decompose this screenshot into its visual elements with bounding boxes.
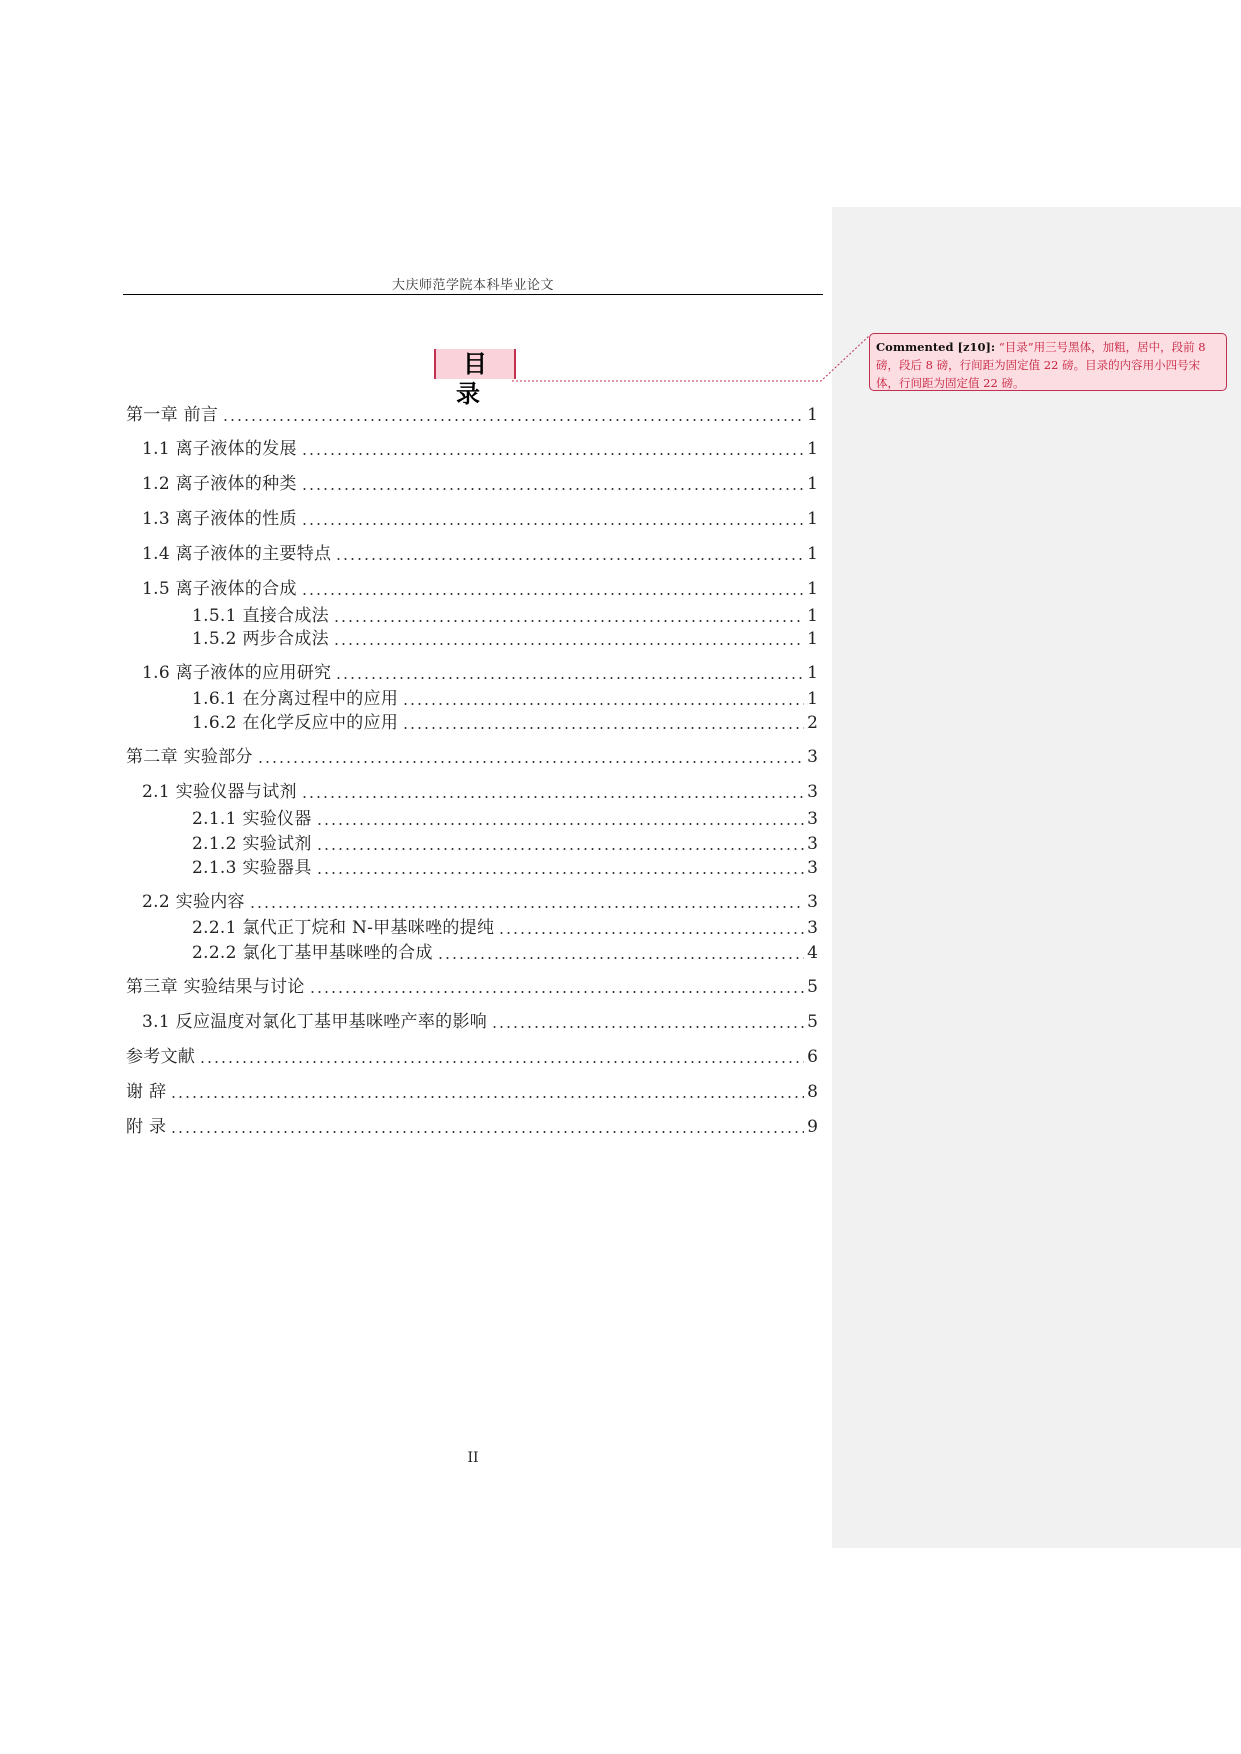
comment-margin-pane	[832, 207, 1241, 1548]
toc-entry-label: 1.5 离子液体的合成	[142, 579, 297, 599]
toc-entry-page: 3	[807, 834, 818, 854]
toc-entry-page: 2	[807, 713, 818, 733]
toc-entry-page: 5	[807, 977, 818, 997]
toc-entry-label: 参考文献	[126, 1047, 196, 1067]
toc-entry-page: 6	[807, 1047, 818, 1067]
toc-entry[interactable]	[126, 1081, 818, 1103]
toc-leader-dots	[170, 1131, 804, 1133]
toc-leader-dots	[491, 1026, 804, 1028]
toc-leader-dots	[316, 848, 805, 850]
toc-entry-label: 2.1.1 实验仪器	[192, 809, 312, 829]
toc-entry-label: 1.6.2 在化学反应中的应用	[192, 713, 399, 733]
toc-entry[interactable]	[142, 578, 818, 600]
toc-entry[interactable]	[126, 1046, 818, 1068]
toc-entry[interactable]	[142, 473, 818, 495]
header-rule	[123, 294, 823, 295]
toc-entry-label: 2.1 实验仪器与试剂	[142, 782, 297, 802]
toc-entry[interactable]	[142, 1011, 818, 1033]
toc-leader-dots	[498, 932, 804, 934]
toc-leader-dots	[199, 1061, 804, 1063]
toc-entry-label: 1.3 离子液体的性质	[142, 509, 297, 529]
toc-leader-dots	[437, 957, 804, 959]
toc-leader-dots	[402, 703, 804, 705]
page-number: II	[467, 1450, 479, 1466]
toc-entry-label: 1.6.1 在分离过程中的应用	[192, 689, 399, 709]
toc-entry-page: 4	[807, 943, 818, 963]
toc-entry-label: 第三章 实验结果与讨论	[126, 977, 305, 997]
toc-entry-label: 2.1.2 实验试剂	[192, 834, 312, 854]
toc-entry-page: 1	[807, 509, 818, 529]
toc-entry-label: 2.2 实验内容	[142, 892, 245, 912]
toc-entry-label: 第一章 前言	[126, 405, 219, 425]
toc-leader-dots	[335, 677, 804, 679]
toc-entry-label: 1.5.2 两步合成法	[192, 629, 329, 649]
toc-entry-page: 3	[807, 892, 818, 912]
toc-entry-label: 3.1 反应温度对氯化丁基甲基咪唑产率的影响	[142, 1012, 488, 1032]
toc-entry[interactable]	[192, 942, 818, 964]
comment-text: “目录”用三号黑体，加粗，居中，段前 8 磅，段后 8 磅，行间距为固定值 22 磅。目录的内容用小四号宋体，行间距为固定值 22 磅。	[876, 340, 1206, 390]
toc-entry[interactable]	[126, 404, 818, 426]
toc-entry-label: 谢 辞	[126, 1082, 167, 1102]
toc-leader-dots	[335, 558, 804, 560]
toc-title[interactable]: 目录	[434, 349, 516, 379]
toc-leader-dots	[333, 620, 804, 622]
toc-leader-dots	[316, 823, 805, 825]
toc-entry[interactable]	[142, 543, 818, 565]
toc-entry-label: 1.6 离子液体的应用研究	[142, 663, 332, 683]
toc-entry-page: 1	[807, 544, 818, 564]
toc-entry[interactable]	[192, 857, 818, 879]
toc-entry[interactable]	[142, 508, 818, 530]
toc-entry[interactable]	[192, 688, 818, 710]
toc-entry[interactable]	[192, 917, 818, 939]
toc-entry-page: 1	[807, 663, 818, 683]
toc-entry[interactable]	[192, 808, 818, 830]
toc-entry-page: 3	[807, 747, 818, 767]
toc-entry[interactable]	[126, 746, 818, 768]
toc-entry[interactable]	[192, 605, 818, 627]
toc-entry-label: 1.2 离子液体的种类	[142, 474, 297, 494]
toc-entry[interactable]	[142, 781, 818, 803]
toc-leader-dots	[333, 643, 804, 645]
toc-leader-dots	[402, 727, 804, 729]
toc-entry-page: 3	[807, 809, 818, 829]
toc-entry-page: 1	[807, 689, 818, 709]
toc-entry-label: 2.2.1 氯代正丁烷和 N-甲基咪唑的提纯	[192, 918, 495, 938]
toc-entry-page: 1	[807, 579, 818, 599]
toc-leader-dots	[301, 593, 804, 595]
toc-leader-dots	[301, 523, 804, 525]
toc-leader-dots	[316, 872, 805, 874]
toc-entry-page: 1	[807, 606, 818, 626]
toc-entry-label: 附 录	[126, 1117, 167, 1137]
running-header: 大庆师范学院本科毕业论文	[391, 278, 554, 293]
toc-leader-dots	[170, 1096, 804, 1098]
toc-entry[interactable]	[142, 662, 818, 684]
toc-leader-dots	[222, 419, 804, 421]
toc-entry-page: 3	[807, 782, 818, 802]
toc-entry[interactable]	[142, 891, 818, 913]
toc-entry-page: 1	[807, 629, 818, 649]
toc-leader-dots	[301, 488, 804, 490]
toc-entry-page: 9	[807, 1117, 818, 1137]
toc-entry-label: 2.1.3 实验器具	[192, 858, 312, 878]
toc-entry[interactable]	[126, 976, 818, 998]
toc-entry-page: 5	[807, 1012, 818, 1032]
toc-leader-dots	[309, 991, 804, 993]
toc-entry-page: 1	[807, 405, 818, 425]
toc-entry-label: 第二章 实验部分	[126, 747, 253, 767]
comment-balloon[interactable]	[869, 333, 1227, 391]
toc-entry[interactable]	[192, 712, 818, 734]
toc-entry-label: 1.5.1 直接合成法	[192, 606, 329, 626]
toc-leader-dots	[301, 796, 804, 798]
toc-entry[interactable]	[192, 833, 818, 855]
toc-leader-dots	[301, 453, 804, 455]
toc-leader-dots	[249, 906, 804, 908]
toc-entry[interactable]	[142, 438, 818, 460]
toc-entry-label: 1.1 离子液体的发展	[142, 439, 297, 459]
comment-author: Commented [z10]:	[876, 340, 996, 354]
toc-entry[interactable]	[126, 1116, 818, 1138]
toc-entry-page: 3	[807, 918, 818, 938]
toc-entry-label: 2.2.2 氯化丁基甲基咪唑的合成	[192, 943, 433, 963]
toc-entry-page: 8	[807, 1082, 818, 1102]
toc-entry[interactable]	[192, 628, 818, 650]
toc-entry-label: 1.4 离子液体的主要特点	[142, 544, 332, 564]
toc-entry-page: 1	[807, 474, 818, 494]
toc-entry-page: 3	[807, 858, 818, 878]
toc-entry-page: 1	[807, 439, 818, 459]
toc-leader-dots	[257, 761, 804, 763]
